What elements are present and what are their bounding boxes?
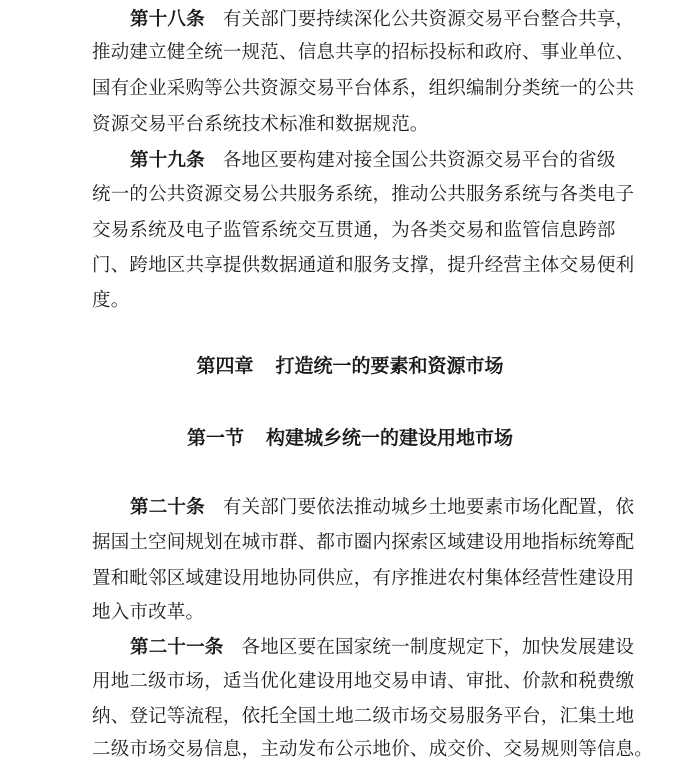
- article-line: 地入市改革。: [92, 602, 205, 623]
- article-line: 纳、登记等流程，依托全国土地二级市场交易服务平台，汇集土地: [92, 706, 635, 727]
- article-line: 第二十一条 各地区要在国家统一制度规定下，加快发展建设: [130, 637, 635, 658]
- chapter-heading: 第四章 打造统一的要素和资源市场: [196, 355, 504, 377]
- article-line: 推动建立健全统一规范、信息共享的招标投标和政府、事业单位、: [92, 42, 635, 63]
- article-line: 第十八条 有关部门要持续深化公共资源交易平台整合共享，: [130, 9, 635, 30]
- article-line: 交易系统及电子监管系统交互贯通，为各类交易和监管信息跨部: [92, 220, 616, 241]
- article-label: 第二十一条: [130, 637, 224, 658]
- article-line: 国有企业采购等公共资源交易平台体系，组织编制分类统一的公共: [92, 78, 635, 99]
- article-line: 资源交易平台系统技术标准和数据规范。: [92, 114, 429, 135]
- section-heading: 第一节 构建城乡统一的建设用地市场: [186, 427, 514, 449]
- article-line: 第十九条 各地区要构建对接全国公共资源交易平台的省级: [130, 150, 616, 171]
- article-label: 第二十条: [130, 497, 205, 518]
- article-line: 第二十条 有关部门要依法推动城乡土地要素市场化配置，依: [130, 497, 635, 518]
- article-line: 置和毗邻区域建设用地协同供应，有序推进农村集体经营性建设用: [92, 568, 635, 589]
- article-line: 用地二级市场，适当优化建设用地交易申请、审批、价款和税费缴: [92, 671, 635, 692]
- article-label: 第十八条: [130, 9, 205, 30]
- article-line: 度。: [92, 290, 130, 311]
- article-label: 第十九条: [130, 150, 205, 171]
- article-line: 门、跨地区共享提供数据通道和服务支撑，提升经营主体交易便利: [92, 255, 635, 276]
- article-line: 统一的公共资源交易公共服务系统，推动公共服务系统与各类电子: [92, 184, 635, 205]
- article-line: 据国土空间规划在城市群、都市圈内探索区域建设用地指标统筹配: [92, 532, 635, 553]
- article-line: 二级市场交易信息，主动发布公示地价、成交价、交易规则等信息。: [92, 739, 654, 760]
